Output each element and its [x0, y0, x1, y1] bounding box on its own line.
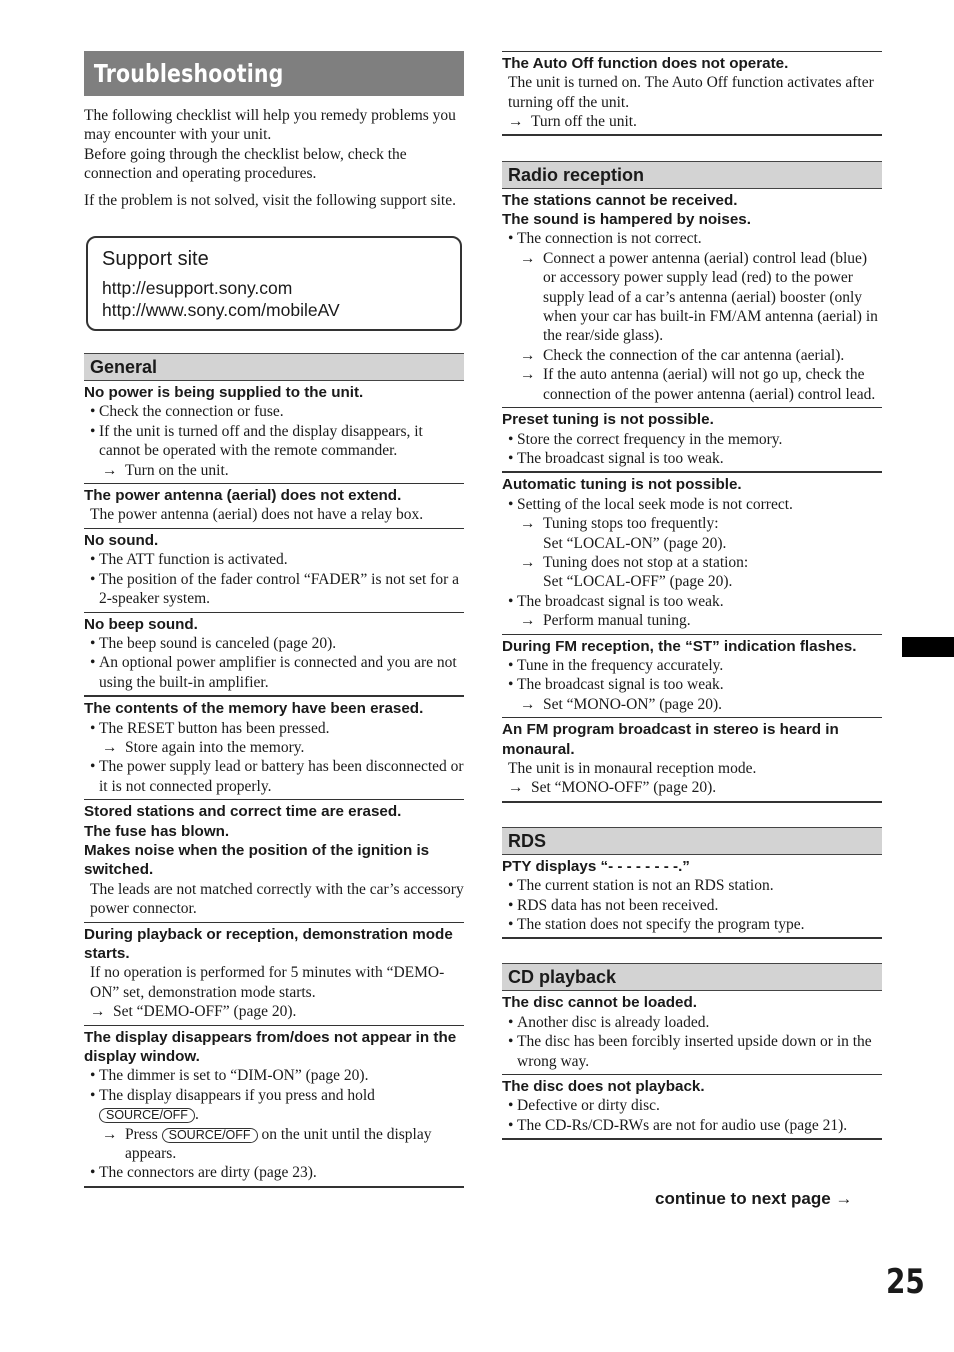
trouble-item — [84, 696, 464, 800]
section-header-cd — [502, 963, 882, 991]
remedy-item: → Press SOURCE/OFF on the unit until the display appears. — [102, 1125, 432, 1163]
cause-item: • The RESET button has been pressed. — [84, 719, 464, 738]
problem-title: The disc cannot be loaded. — [502, 994, 697, 1012]
trouble-item — [502, 189, 882, 408]
section-title: RDS — [508, 830, 547, 851]
source-off-button-label: SOURCE/OFF — [162, 1128, 258, 1143]
cause-item: • The current station is not an RDS station. — [502, 876, 882, 895]
source-off-button-label: SOURCE/OFF — [99, 1108, 195, 1123]
section-header-rds — [502, 827, 882, 855]
remedy-item: → Turn on the unit. — [102, 461, 229, 479]
remedy-item: → Turn off the unit. — [508, 113, 637, 131]
cause-item: • The power supply lead or battery has been disconnected or it is not connected properly. — [84, 757, 464, 796]
cause-item: • The position of the fader control “FADER” is not set for a 2-speaker system. — [84, 570, 464, 609]
arrow-icon: → — [102, 738, 118, 756]
intro-paragraph: If the problem is not solved, visit the following support site. — [84, 191, 456, 209]
problem-title: The stations cannot be received. — [502, 191, 738, 209]
problem-title: The contents of the memory have been erased. — [84, 700, 424, 718]
section-title: CD playback — [508, 967, 617, 988]
trouble-item — [502, 635, 882, 719]
problem-title: No beep sound. — [84, 615, 198, 633]
trouble-item — [502, 51, 882, 136]
trouble-item — [84, 381, 464, 484]
problem-title: The Auto Off function does not operate. — [502, 55, 789, 72]
problem-title: The disc does not playback. — [502, 1078, 705, 1096]
cause-item: • Check the connection or fuse. — [84, 402, 464, 421]
cause-item: • Another disc is already loaded. — [502, 1013, 882, 1032]
trouble-item — [84, 800, 464, 922]
problem-title: Preset tuning is not possible. — [502, 411, 714, 429]
cause-item: • The broadcast signal is too weak. — [502, 449, 882, 468]
arrow-icon: → — [520, 553, 536, 571]
trouble-item — [84, 484, 464, 529]
cause-item: • Tune in the frequency accurately. — [502, 656, 882, 675]
remedy-item: → Connect a power antenna (aerial) control lead (blue) or accessory power supply lead (red) to the power supply lead of a car’s antenna (aerial) booster (only when your car has built-in FM/AM antenna (aerial) in the rear/side glass). — [520, 249, 878, 345]
support-heading: Support site — [102, 248, 209, 271]
cause-text: The leads are not matched correctly with the car’s accessory power connector. — [90, 880, 464, 918]
continue-to-next-page: continue to next page → — [655, 1189, 853, 1208]
cause-item: • The dimmer is set to “DIM-ON” (page 20). — [84, 1066, 464, 1085]
arrow-icon: → — [520, 695, 536, 713]
arrow-icon: → — [508, 113, 524, 131]
arrow-icon: → — [90, 1003, 106, 1021]
cause-item: • The connection is not correct. — [502, 229, 882, 248]
cause-item: • Store the correct frequency in the memory. — [502, 430, 882, 449]
problem-title: The display disappears from/does not appear in the display window. — [84, 1028, 457, 1066]
problem-title: During FM reception, the “ST” indication flashes. — [502, 637, 857, 655]
cause-item: • The broadcast signal is too weak. — [502, 675, 882, 694]
arrow-icon: → — [520, 346, 536, 364]
arrow-icon: → — [520, 515, 536, 533]
support-link[interactable]: http://esupport.sony.com — [102, 278, 293, 299]
title-bar — [84, 51, 464, 96]
problem-title: No power is being supplied to the unit. — [84, 384, 364, 402]
section-tab-marker — [902, 637, 954, 657]
section-header-radio — [502, 161, 882, 189]
problem-title: The power antenna (aerial) does not extend. — [84, 487, 402, 505]
remedy-item: → Perform manual tuning. — [520, 612, 691, 630]
cause-text: The power antenna (aerial) does not have a relay box. — [90, 506, 424, 524]
cause-item: • Defective or dirty disc. — [502, 1096, 882, 1115]
arrow-icon: → — [102, 1125, 118, 1143]
section-header-general — [84, 353, 464, 381]
problem-title: The fuse has blown. — [84, 822, 230, 840]
trouble-item — [84, 613, 464, 697]
cause-item: • The CD-Rs/CD-RWs are not for audio use (page 21). — [502, 1116, 882, 1135]
problem-title: No sound. — [84, 531, 159, 549]
cause-item: • RDS data has not been received. — [502, 896, 882, 915]
page-title: Troubleshooting — [93, 59, 284, 88]
remedy-detail: Set “LOCAL-OFF” (page 20). — [543, 573, 733, 591]
remedy-item: → Set “DEMO-OFF” (page 20). — [90, 1003, 297, 1021]
remedy-detail: Set “LOCAL-ON” (page 20). — [543, 534, 727, 552]
support-link[interactable]: http://www.sony.com/mobileAV — [102, 299, 340, 320]
support-box — [86, 236, 462, 331]
problem-title: Stored stations and correct time are erased. — [84, 803, 402, 821]
problem-title: During playback or reception, demonstration mode starts. — [84, 925, 453, 962]
problem-title: Automatic tuning is not possible. — [502, 476, 742, 494]
trouble-item — [502, 718, 882, 803]
remedy-item: → Store again into the memory. — [102, 738, 305, 756]
cause-item: • The beep sound is canceled (page 20). — [84, 634, 464, 653]
cause-item: • The broadcast signal is too weak. — [502, 592, 882, 611]
right-column — [502, 51, 882, 1140]
cause-item: • If the unit is turned off and the display disappears, it cannot be operated with the remote commander. — [84, 422, 464, 461]
section-title: General — [90, 357, 158, 378]
intro-paragraph: Before going through the checklist below, check the connection and operating procedures. — [84, 145, 407, 183]
intro-paragraph: The following checklist will help you remedy problems you may encounter with your unit. — [84, 107, 456, 144]
problem-title: PTY displays “- - - - - - - -.” — [502, 857, 690, 875]
section-title: Radio reception — [508, 164, 645, 185]
trouble-item — [84, 923, 464, 1026]
cause-text: The unit is in monaural reception mode. — [508, 760, 757, 777]
problem-title: An FM program broadcast in stereo is heard in monaural. — [502, 721, 839, 758]
cause-item: • Setting of the local seek mode is not correct. — [502, 495, 882, 514]
remedy-item: → If the auto antenna (aerial) will not go up, check the connection of the power antenna (aerial) control lead. — [520, 366, 876, 403]
trouble-item — [84, 1026, 464, 1188]
trouble-item — [502, 408, 882, 472]
cause-item: • An optional power amplifier is connected and you are not using the built-in amplifier. — [84, 653, 464, 692]
cause-item: • The station does not specify the program type. — [502, 915, 882, 934]
arrow-icon: → — [520, 249, 536, 267]
remedy-item: → Set “MONO-OFF” (page 20). — [508, 779, 717, 797]
remedy-item: → Set “MONO-ON” (page 20). — [520, 695, 723, 713]
arrow-icon: → — [520, 612, 536, 630]
cause-text: The unit is turned on. The Auto Off function activates after turning off the unit. — [508, 74, 874, 111]
problem-title: The sound is hampered by noises. — [502, 211, 751, 229]
remedy-item: → Check the connection of the car antenna (aerial). — [520, 346, 845, 364]
cause-item: • The connectors are dirty (page 23). — [84, 1163, 464, 1182]
cause-text: If no operation is performed for 5 minutes with “DEMO-ON” set, demonstration mode starts. — [90, 964, 445, 1001]
cause-item: • The display disappears if you press and hold SOURCE/OFF . — [84, 1086, 464, 1125]
cause-item: • The disc has been forcibly inserted upside down or in the wrong way. — [502, 1032, 882, 1071]
arrow-icon: → — [520, 366, 536, 384]
remedy-item: → Tuning does not stop at a station: — [520, 553, 749, 571]
trouble-item — [502, 991, 882, 1075]
trouble-item — [502, 1075, 882, 1140]
problem-title: Makes noise when the position of the ignition is switched. — [84, 841, 430, 879]
left-column — [84, 51, 464, 1188]
trouble-item — [84, 529, 464, 613]
trouble-item — [502, 472, 882, 634]
remedy-item: → Tuning stops too frequently: — [520, 515, 719, 533]
arrow-icon: → — [102, 461, 118, 479]
page-number: 25 — [886, 1262, 925, 1302]
intro — [84, 106, 464, 210]
trouble-item — [502, 855, 882, 940]
cause-item: • The ATT function is activated. — [84, 550, 464, 569]
arrow-icon: → — [508, 779, 524, 797]
